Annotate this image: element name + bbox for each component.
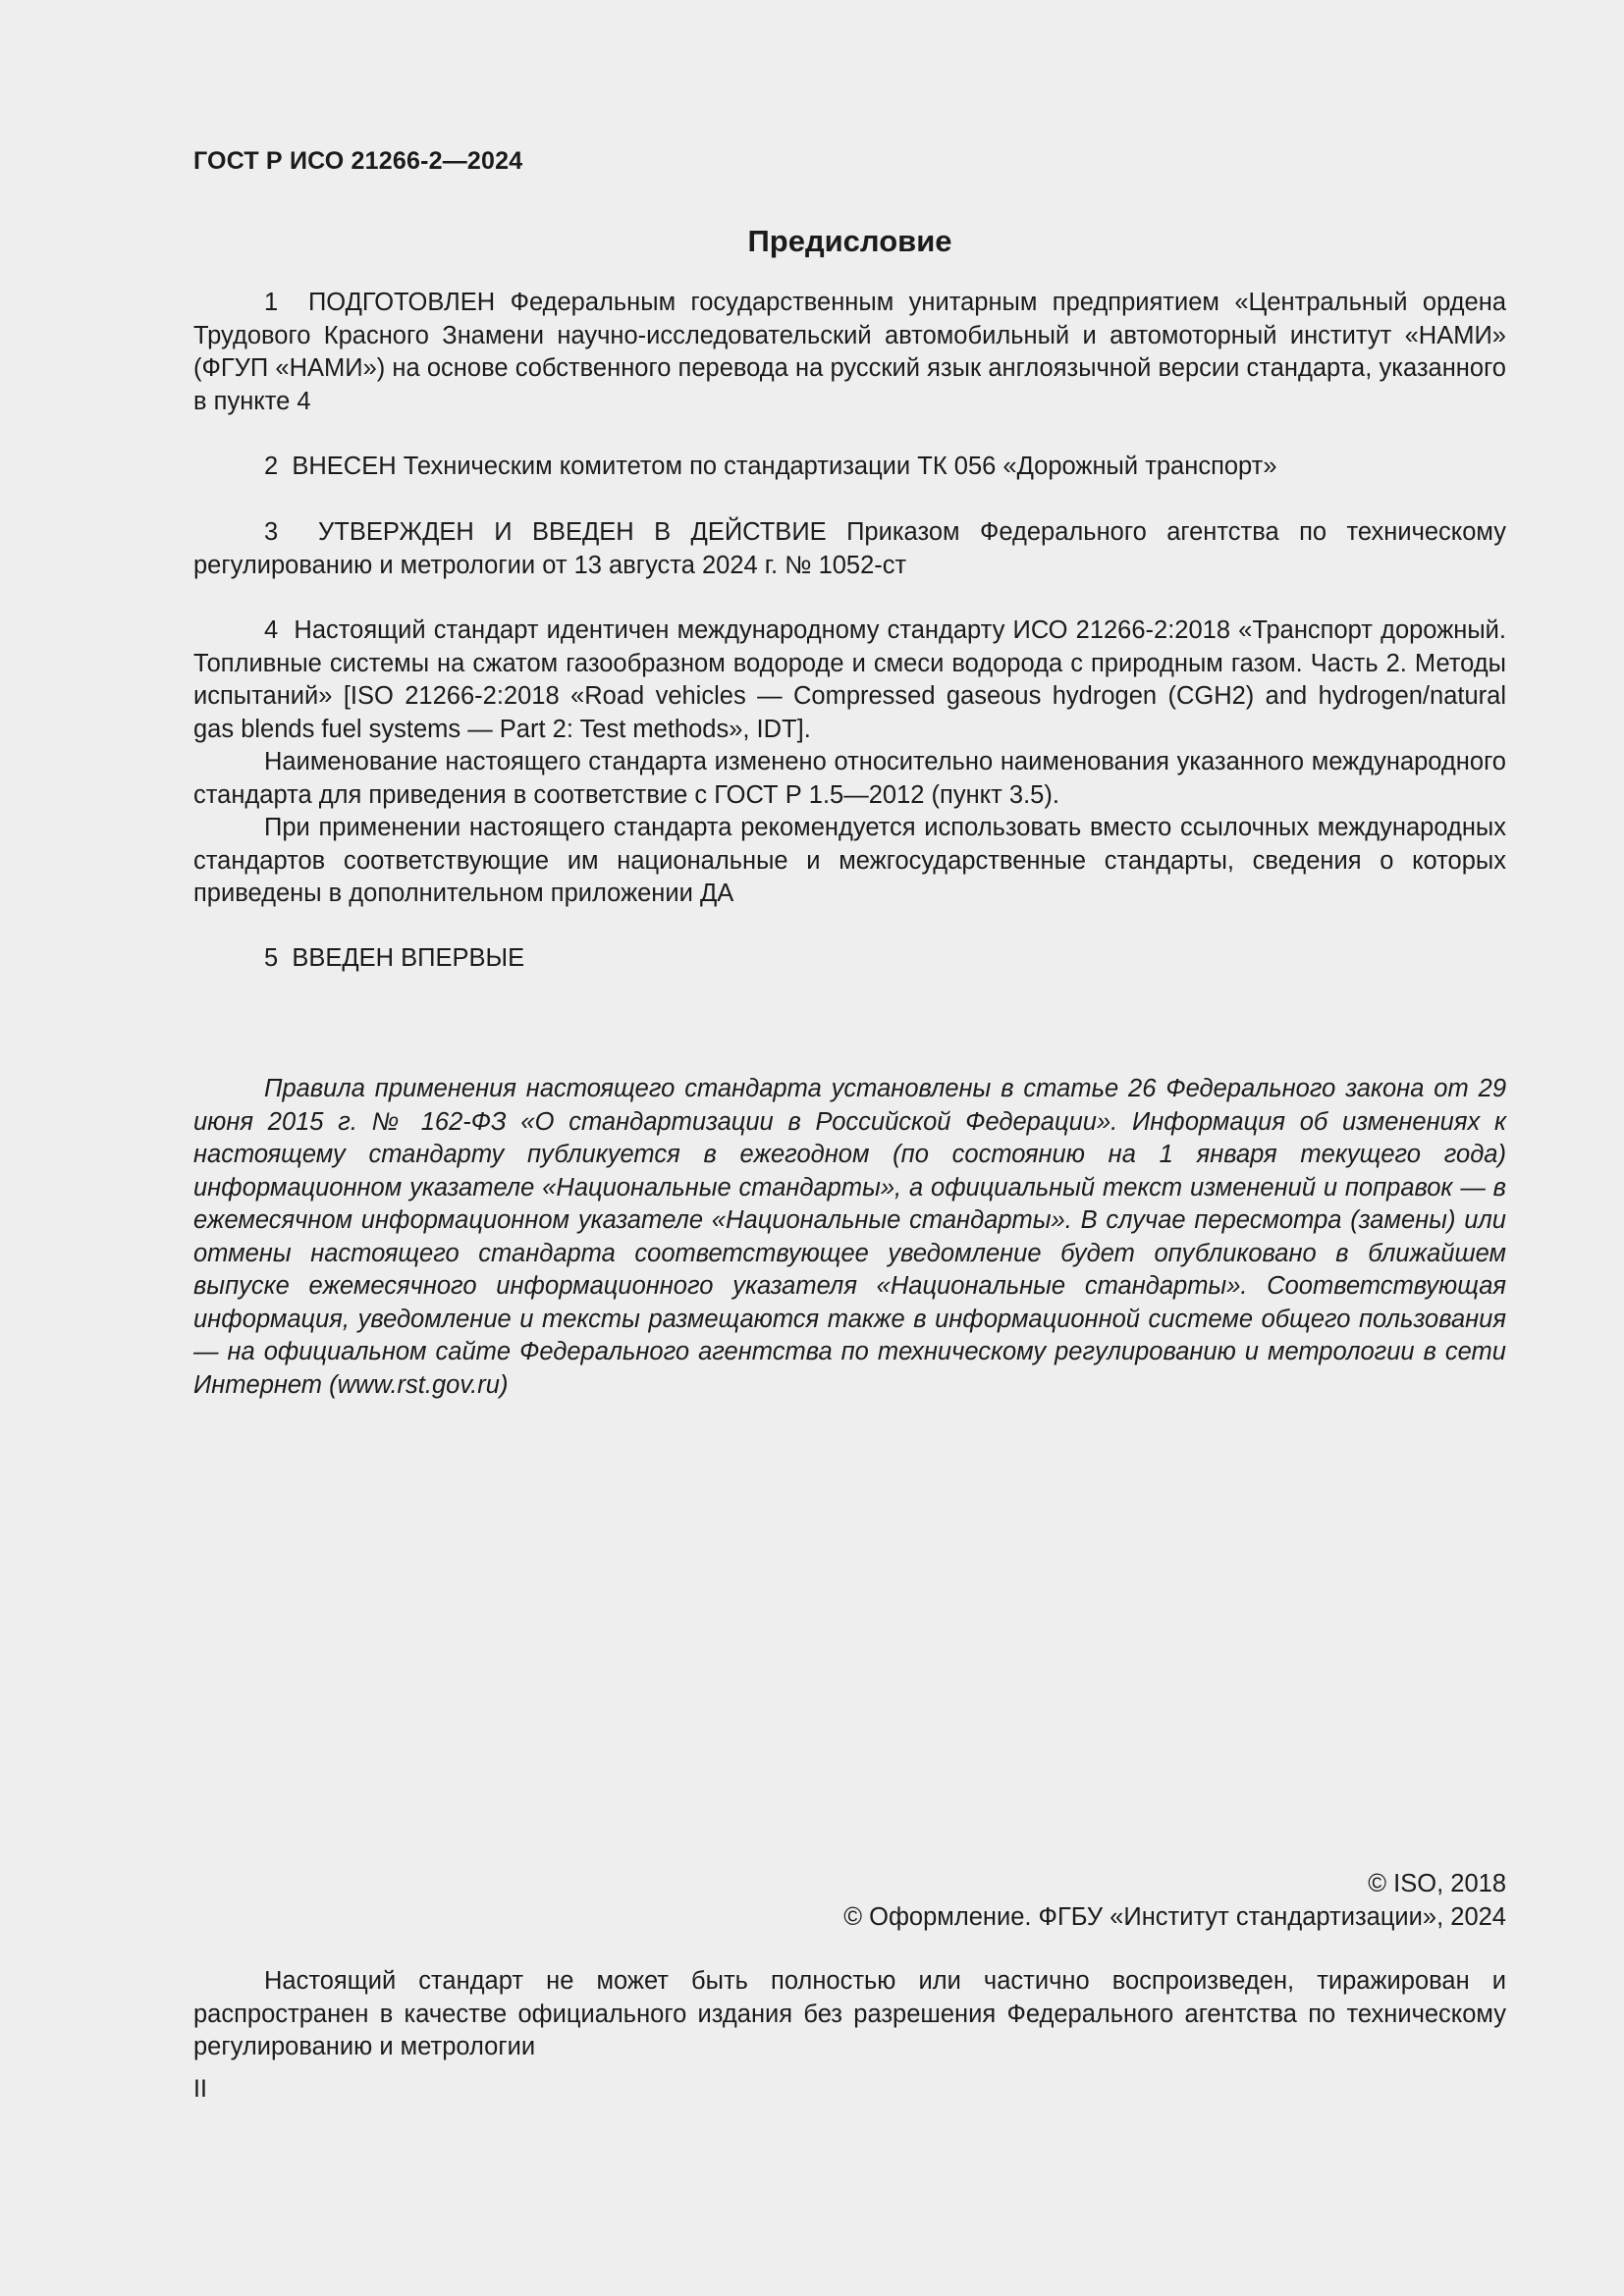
- notice-text: Правила применения настоящего стандарта установлены в статье 26 Федерального закона от 29 июня 2015 г. № 162-ФЗ «О стандартизации в Российской Федерации». Информация об изменениях к настоящему стандарту публикуется в ежегодном (по состоянию на 1 января текущего года) информационном указателе «Национальные стандарты», а официальный текст изменений и поправок — в ежемесячном информационном указателе «Национальные стандарты». В случае пересмотра (замены) или отмены настоящего стандарта соответствующее уведомление будет опубликовано в ближайшем выпуске ежемесячного информационного указателя «Национальные стандарты». Соответствующая информация, уведомление и тексты размещаются также в информационной системе общего пользования — на официальном сайте Федерального агентства по техническому регулированию и метрологии в сети Интернет (www.rst.gov.ru): [193, 1075, 1506, 1399]
- item-text: ВНЕСЕН Техническим комитетом по стандартизации ТК 056 «Дорожный транспорт»: [292, 453, 1277, 480]
- item-text: ПОДГОТОВЛЕН Федеральным государственным унитарным предприятием «Центральный ордена Трудового Красного Знамени научно-исследовательский автомобильный и автомоторный институт «НАМИ» (ФГУП «НАМИ») на основе собственного перевода на русский язык англоязычной версии стандарта, указанного в пункте 4: [193, 289, 1506, 415]
- foreword-item-5: [193, 942, 1506, 976]
- foreword-item-paragraph: Наименование настоящего стандарта изменено относительно наименования указанного международного стандарта для приведения в соответствие с ГОСТ Р 1.5—2012 (пункт 3.5).: [193, 748, 1506, 809]
- item-text: Настоящий стандарт идентичен международному стандарту ИСО 21266-2:2018 «Транспорт дорожный. Топливные системы на сжатом газообразном водороде и смеси водорода с природным газом. Часть 2. Методы испытаний» [ISO 21266-2:2018 «Road vehicles — Compressed gaseous hydrogen (CGH2) and hydrogen/natural gas blends fuel systems — Part 2: Test methods», IDT].: [193, 616, 1507, 743]
- foreword-item-paragraph: При применении настоящего стандарта рекомендуется использовать вместо ссылочных международных стандартов соответствующие им национальные и межгосударственные стандарты, сведения о которых приведены в дополнительном приложении ДА: [193, 814, 1506, 907]
- item-number: 2: [264, 453, 279, 480]
- reproduction-notice-text: Настоящий стандарт не может быть полностью или частично воспроизведен, тиражирован и распространен в качестве официального издания без разрешения Федерального агентства по техническому регулированию и метрологии: [193, 1967, 1506, 2060]
- page-title: Предисловие: [747, 224, 952, 258]
- foreword-item-paragraph: [193, 614, 1506, 746]
- item-number: 5: [264, 944, 279, 972]
- foreword-item-paragraph: [193, 287, 1506, 418]
- foreword-item-paragraph: [193, 942, 1506, 976]
- foreword-item-paragraph: [193, 516, 1506, 582]
- item-number: 3: [264, 518, 279, 546]
- foreword-item-2: [193, 451, 1506, 484]
- item-number: 1: [264, 289, 279, 316]
- reproduction-notice: [193, 1965, 1506, 2064]
- page-number: II: [193, 2075, 207, 2103]
- copyright-design: © Оформление. ФГБУ «Институт стандартизации», 2024: [843, 1903, 1506, 1931]
- document-code: ГОСТ Р ИСО 21266-2—2024: [193, 147, 523, 175]
- item-text: ВВЕДЕН ВПЕРВЫЕ: [292, 944, 525, 972]
- copyright-block: [843, 1867, 1506, 1934]
- foreword-item-3: [193, 516, 1506, 582]
- foreword-item-1: [193, 287, 1506, 418]
- foreword-item-paragraph: [193, 451, 1506, 484]
- foreword-item-4: [193, 614, 1506, 911]
- copyright-iso: © ISO, 2018: [1368, 1870, 1506, 1897]
- item-number: 4: [264, 616, 279, 644]
- application-rules-notice: [193, 1073, 1506, 1402]
- item-text: УТВЕРЖДЕН И ВВЕДЕН В ДЕЙСТВИЕ Приказом Федерального агентства по техническому регулированию и метрологии от 13 августа 2024 г. № 1052-ст: [193, 518, 1506, 579]
